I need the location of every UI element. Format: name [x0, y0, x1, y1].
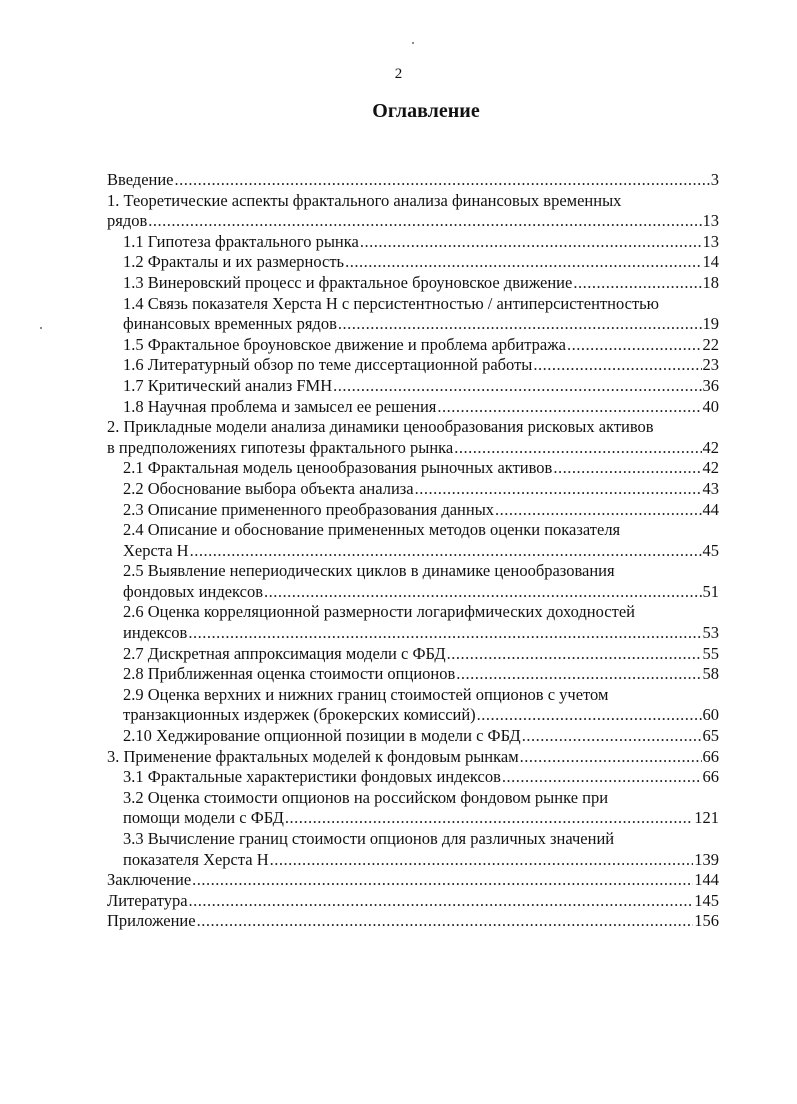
dot-leader [264, 582, 701, 603]
toc-entry-title: 1.1 Гипотеза фрактального рынка [123, 231, 359, 251]
dot-leader [495, 500, 701, 521]
toc-entry-page: 145 [694, 890, 719, 910]
toc-entry-page: 14 [702, 252, 719, 272]
toc-entry-page: 45 [702, 540, 719, 560]
toc-entry [107, 747, 719, 768]
toc-entry [107, 191, 719, 232]
dot-leader [360, 232, 702, 253]
toc-entry [107, 520, 719, 561]
toc-entry [107, 232, 719, 253]
toc-entry-title: 3. Применение фрактальных моделей к фондовым рынкам [107, 746, 519, 766]
toc-entry [107, 870, 719, 891]
toc-entry-title: 1.5 Фрактальное броуновское движение и проблема арбитража [123, 334, 566, 354]
toc-entry [107, 355, 719, 376]
toc-entry-title: в предположениях гипотезы фрактального рынка [107, 437, 454, 457]
toc-entry [107, 273, 719, 294]
toc-entry-page: 44 [702, 499, 719, 519]
page-number: 2 [394, 66, 403, 82]
toc-entry [107, 561, 719, 602]
dot-leader [553, 458, 701, 479]
dot-leader [188, 623, 701, 644]
toc-entry-page: 60 [702, 705, 719, 725]
toc-entry-page: 36 [702, 375, 719, 395]
toc-entry-page: 18 [702, 272, 719, 292]
dot-leader [189, 891, 694, 912]
dot-leader [533, 355, 701, 376]
toc-entry [107, 294, 719, 335]
toc-entry [107, 376, 719, 397]
toc-entry-title: Заключение [107, 870, 192, 890]
toc-entry-page: 144 [694, 870, 719, 890]
dot-leader [567, 335, 702, 356]
dot-leader [437, 397, 701, 418]
toc-entry-first-line: 2. Прикладные модели анализа динамики ценообразования рисковых активов [107, 417, 654, 437]
toc-entry-title: 1.3 Винеровский процесс и фрактальное броуновское движение [123, 272, 573, 292]
toc-entry [107, 726, 719, 747]
toc-entry [107, 767, 719, 788]
page-title: Оглавление [372, 100, 480, 122]
dot-leader [415, 479, 702, 500]
toc-entry-title: 2.10 Хеджирование опционной позиции в модели с ФБД [123, 726, 521, 746]
toc-entry-title: 1.6 Литературный обзор по теме диссертационной работы [123, 355, 533, 375]
toc-entry-title: показателя Херста H [123, 849, 269, 869]
toc-entry-title: 2.1 Фрактальная модель ценообразования рыночных активов [123, 458, 553, 478]
dot-leader [573, 273, 701, 294]
toc-entry [107, 644, 719, 665]
toc-entry-title: 2.7 Дискретная аппроксимация модели с ФБД [123, 643, 446, 663]
toc-entry-page: 65 [702, 726, 719, 746]
toc-entry-page: 23 [702, 355, 719, 375]
scan-speck [412, 42, 414, 44]
dot-leader [345, 252, 701, 273]
toc-entry-page: 58 [702, 664, 719, 684]
toc-entry-page: 139 [694, 849, 719, 869]
toc-entry-first-line: 2.5 Выявление непериодических циклов в динамике ценообразования [123, 561, 615, 581]
toc-entry-title: Приложение [107, 911, 196, 931]
toc-entry-title: 2.3 Описание примененного преобразования данных [123, 499, 495, 519]
toc-entry-title: рядов [107, 211, 148, 231]
toc-entry-title: транзакционных издержек (брокерских комиссий) [123, 705, 476, 725]
dot-leader [270, 850, 694, 871]
dot-leader [477, 705, 702, 726]
dot-leader [520, 747, 702, 768]
toc-entry-first-line: 2.4 Описание и обоснование примененных методов оценки показателя [123, 520, 621, 540]
toc-entry-page: 3 [710, 170, 719, 189]
toc-entry-title: 3.1 Фрактальные характеристики фондовых индексов [123, 767, 501, 787]
toc-entry-title: 1.8 Научная проблема и замысел ее решения [123, 396, 437, 416]
toc-entry-title: 2.2 Обоснование выбора объекта анализа [123, 478, 414, 498]
toc-entry-title: 1.2 Фракталы и их размерность [123, 252, 345, 272]
toc-entry-first-line: 1. Теоретические аспекты фрактального анализа финансовых временных [107, 190, 622, 210]
toc-entry-page: 40 [702, 396, 719, 416]
dot-leader [522, 726, 702, 747]
toc-entry-page: 66 [702, 767, 719, 787]
toc-entry [107, 335, 719, 356]
scan-speck [40, 327, 42, 329]
toc-entry-title: 2.8 Приближенная оценка стоимости опционов [123, 664, 456, 684]
toc-entry-page: 42 [702, 437, 719, 457]
toc-entry-page: 66 [702, 746, 719, 766]
toc-entry [107, 891, 719, 912]
toc-entry-page: 156 [694, 911, 719, 931]
toc-entry [107, 829, 719, 870]
toc-entry-first-line: 2.6 Оценка корреляционной размерности логарифмических доходностей [123, 602, 635, 622]
toc-entry-page: 22 [702, 334, 719, 354]
dot-leader [456, 664, 701, 685]
toc-entry-first-line: 2.9 Оценка верхних и нижних границ стоимостей опционов с учетом [123, 684, 609, 704]
toc-entry-page: 51 [702, 581, 719, 601]
toc-entry-page: 13 [702, 211, 719, 231]
toc-entry [107, 417, 719, 458]
toc-entry-first-line: 1.4 Связь показателя Херста H с персистентностью / антиперсистентностью [123, 293, 660, 313]
toc-entry-page: 42 [702, 458, 719, 478]
toc-entry-title: Введение [107, 170, 174, 189]
toc-entry-title: индексов [123, 623, 188, 643]
toc-entry-title: фондовых индексов [123, 581, 264, 601]
toc-entry [107, 458, 719, 479]
toc-entry [107, 602, 719, 643]
toc-entry-title: финансовых временных рядов [123, 314, 337, 334]
toc-entry [107, 664, 719, 685]
dot-leader [285, 808, 693, 829]
dot-leader [447, 644, 702, 665]
toc-entry [107, 685, 719, 726]
toc-entry-page: 19 [702, 314, 719, 334]
dot-leader [175, 170, 710, 191]
toc-entry-page: 53 [702, 623, 719, 643]
toc-entry-first-line: 3.2 Оценка стоимости опционов на российском фондовом рынке при [123, 787, 609, 807]
toc-entry-page: 13 [702, 231, 719, 251]
dot-leader [454, 438, 701, 459]
toc-entry-first-line: 3.3 Вычисление границ стоимости опционов для различных значений [123, 829, 615, 848]
toc-entry-page: 43 [702, 478, 719, 498]
dot-leader [197, 911, 694, 932]
toc-entry [107, 397, 719, 418]
dot-leader [338, 314, 702, 335]
table-of-contents [107, 170, 719, 932]
toc-entry-page: 121 [694, 808, 719, 828]
toc-entry [107, 911, 719, 932]
dot-leader [333, 376, 701, 397]
toc-entry-title: помощи модели с ФБД [123, 808, 284, 828]
toc-entry [107, 479, 719, 500]
toc-entry [107, 500, 719, 521]
toc-entry [107, 788, 719, 829]
dot-leader [192, 870, 693, 891]
toc-entry-title: 1.7 Критический анализ FMH [123, 375, 333, 395]
toc-entry [107, 170, 719, 191]
dot-leader [148, 211, 701, 232]
toc-entry [107, 252, 719, 273]
dot-leader [190, 541, 702, 562]
toc-entry-title: Херста Н [123, 540, 189, 560]
dot-leader [502, 767, 702, 788]
toc-entry-page: 55 [702, 643, 719, 663]
toc-entry-title: Литература [107, 890, 188, 910]
